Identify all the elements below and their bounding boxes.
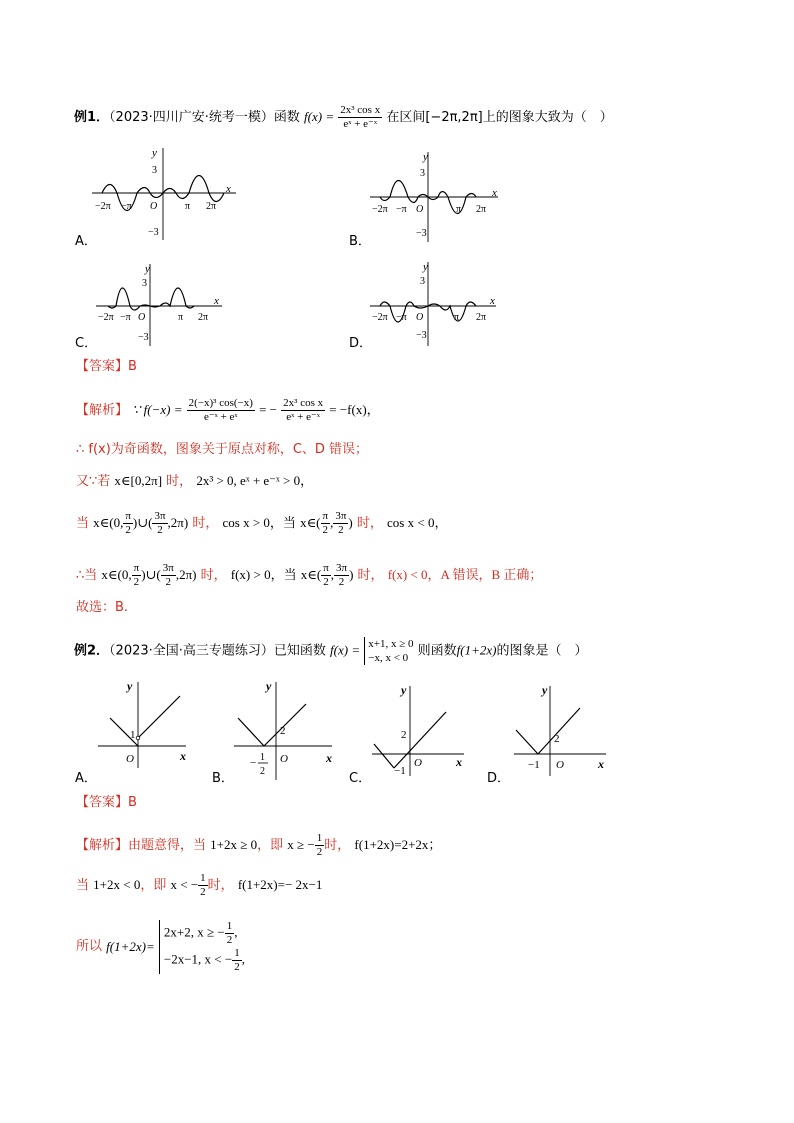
example-2-analysis-line-2: 当 1+2x < 0，即 x < − $\frac{1}{2}$ 时， f(1+2x)=− 2x−1 bbox=[76, 872, 323, 898]
x-label: x bbox=[180, 749, 186, 763]
tick-minus-2pi: −2π bbox=[98, 312, 114, 323]
example-2-option-d-graph bbox=[510, 682, 610, 778]
tick-2pi: 2π bbox=[206, 201, 217, 212]
x-label: x bbox=[490, 295, 495, 307]
example-2-option-a[interactable]: A． bbox=[75, 771, 97, 786]
example-1-source: （2023·四川广安·统考一模）函数 bbox=[109, 110, 300, 125]
example-2-analysis-line-1: 【解析】由题意得，当 1+2x ≥ 0，即 x ≥ − $\frac{1}{2}$ 时， f(1+2x)=2+2x； bbox=[76, 832, 442, 858]
y-label: y bbox=[542, 683, 548, 697]
tick-minus-pi: −π bbox=[396, 312, 407, 323]
tick-minus-1: −1 bbox=[394, 765, 406, 777]
y-label: y bbox=[145, 263, 150, 275]
x-label: x bbox=[456, 755, 462, 769]
x-label: x bbox=[326, 751, 332, 765]
left-branch bbox=[238, 718, 264, 746]
tick-pi: π bbox=[454, 312, 460, 323]
example-1-label: 例1． bbox=[74, 110, 110, 125]
y-label: y bbox=[401, 683, 407, 697]
tick-2pi: 2π bbox=[476, 204, 487, 215]
x-label: x bbox=[492, 187, 497, 199]
analysis-label: 【解析】 bbox=[76, 403, 129, 418]
example-2-label: 例2． bbox=[74, 643, 110, 659]
example-1-option-b-graph bbox=[368, 146, 528, 246]
example-2-option-b-graph bbox=[230, 676, 340, 786]
tick-pi: π bbox=[178, 312, 184, 323]
example-1-fraction: $\frac{\text{2x³ cos x}}{\text{eˣ + e⁻ˣ}}$ bbox=[340, 104, 381, 130]
answer-label: 【答案】 bbox=[76, 359, 129, 374]
tick-minus-pi: −π bbox=[396, 204, 407, 215]
tick-3: 3 bbox=[152, 165, 157, 176]
example-1-option-c[interactable]: C． bbox=[75, 336, 98, 351]
example-1-question bbox=[74, 104, 613, 131]
example-1-analysis-line-2: ∴ f(x)为奇函数，图象关于原点对称，C、D 错误； bbox=[76, 442, 369, 457]
origin-label: O bbox=[414, 757, 422, 769]
example-2-option-c[interactable]: C． bbox=[349, 771, 372, 786]
x-label: x bbox=[214, 295, 219, 307]
origin-label: O bbox=[280, 753, 288, 765]
tick-pi: π bbox=[456, 204, 462, 215]
tick-minus-2pi: −2π bbox=[95, 201, 111, 212]
tick-minus-pi: −π bbox=[121, 201, 132, 212]
y-label: y bbox=[423, 261, 428, 273]
example-1-option-a[interactable]: A． bbox=[75, 234, 97, 249]
tick-minus-3: −3 bbox=[416, 228, 427, 239]
example-1-answer bbox=[76, 359, 137, 375]
tick-minus-2pi: −2π bbox=[372, 204, 388, 215]
example-2-option-b[interactable]: B． bbox=[212, 771, 234, 786]
example-1-option-c-graph bbox=[94, 260, 234, 350]
tick-half-den: 2 bbox=[260, 766, 265, 777]
tick-minus: − bbox=[250, 757, 257, 769]
tick-1: 1 bbox=[130, 729, 136, 741]
x-label: x bbox=[226, 183, 231, 195]
x-label: x bbox=[598, 757, 604, 771]
example-1-analysis-line-1: 【解析】 ∵ f(−x) = $\frac{\text{2(−x)³ cos(−x)}}{\text{e⁻ˣ + eˣ}}$ = − $\frac{\text{2x³ cos x}}{\text{eˣ + e⁻ˣ}}$ = −f(x)， bbox=[76, 397, 380, 423]
left-branch bbox=[516, 730, 538, 754]
example-2-option-d[interactable]: D． bbox=[487, 771, 511, 786]
answer-value: B bbox=[128, 359, 137, 374]
origin-label: O bbox=[416, 312, 424, 323]
example-2-option-c-graph bbox=[368, 682, 468, 778]
example-2-analysis-line-3: 所以 f(1+2x)= 2x+2, x ≥ − $\frac{1}{2}$ , −2x−1, x < − $\frac{1}{2}$ , bbox=[76, 920, 245, 973]
origin-label: O bbox=[416, 204, 424, 215]
example-1-analysis-line-3: 又∵若 x∈[0,2π] 时， 2x³ > 0, eˣ + e⁻ˣ > 0， bbox=[76, 473, 314, 489]
right-branch bbox=[138, 696, 180, 738]
y-label: y bbox=[127, 679, 133, 693]
example-1-analysis-line-4: 当 x∈(0, $\frac{\pi}{2}$ )∪( $\frac{3\pi}{2}$ ,2π) 时， cos x > 0，当 x∈( $\frac{\pi}{2}$ , $\frac{3\pi}{2}$ ) 时， cos x < 0， bbox=[76, 510, 448, 536]
result-piecewise: 2x+2, x ≥ − $\frac{1}{2}$ , −2x−1, x < − $\frac{1}{2}$ , bbox=[159, 920, 245, 974]
tick-minus-2pi: −2π bbox=[372, 312, 388, 323]
tick-minus-3: −3 bbox=[416, 330, 427, 341]
tick-2pi: 2π bbox=[476, 312, 487, 323]
example-1-option-d-graph bbox=[368, 258, 508, 348]
tick-minus-3: −3 bbox=[138, 332, 149, 343]
left-branch bbox=[374, 744, 394, 768]
tick-minus-3: −3 bbox=[148, 227, 159, 238]
tick-2pi: 2π bbox=[198, 312, 209, 323]
example-1-option-d[interactable]: D． bbox=[349, 336, 373, 351]
endpoint bbox=[136, 736, 140, 740]
tick-2: 2 bbox=[554, 733, 560, 745]
example-2-question: 例2．（2023·全国·高三专题练习）已知函数 f(x) = x+1, x ≥ 0 −x, x < 0 则函数f(1+2x)的图象是（ ） bbox=[74, 638, 588, 664]
example-1-option-b[interactable]: B． bbox=[349, 234, 371, 249]
example-1-analysis-line-5: ∴当 x∈(0, $\frac{\pi}{2}$ )∪( $\frac{3\pi}{2}$ ,2π) 时， f(x) > 0，当 x∈( $\frac{\pi}{2}$ , $\frac{3\pi}{2}$ ) 时， f(x) < 0，A 错误，B 正确； bbox=[76, 562, 543, 588]
piecewise-definition: x+1, x ≥ 0 −x, x < 0 bbox=[364, 637, 413, 665]
example-2-answer: 【答案】B bbox=[76, 795, 137, 810]
example-2-option-a-graph bbox=[94, 676, 194, 772]
example-1-conclusion: 故选：B. bbox=[76, 600, 129, 615]
tick-minus-pi: −π bbox=[120, 312, 131, 323]
y-label: y bbox=[423, 151, 428, 163]
tick-half-num: 1 bbox=[260, 752, 265, 763]
tick-2: 2 bbox=[401, 729, 407, 741]
curve-c bbox=[108, 288, 194, 310]
example-1-option-a-graph bbox=[90, 142, 250, 242]
example-2-source: （2023·全国·高三专题练习）已知函数 bbox=[109, 643, 326, 659]
tick-pi: π bbox=[185, 201, 191, 212]
tick-3: 3 bbox=[420, 168, 425, 179]
tick-2: 2 bbox=[280, 725, 286, 737]
example-1-rest: 在区间[−2π,2π]上的图象大致为（ ） bbox=[386, 110, 613, 125]
y-label: y bbox=[266, 679, 272, 693]
origin-label: O bbox=[150, 201, 158, 212]
origin-label: O bbox=[138, 312, 146, 323]
origin-label: O bbox=[556, 759, 564, 771]
origin-label: O bbox=[126, 753, 134, 765]
example-1-function: f(x) = bbox=[304, 109, 335, 124]
right-branch bbox=[538, 708, 580, 754]
y-label: y bbox=[152, 147, 157, 159]
tick-3: 3 bbox=[142, 278, 147, 289]
tick-minus-1: −1 bbox=[528, 759, 540, 771]
tick-3: 3 bbox=[420, 276, 425, 287]
